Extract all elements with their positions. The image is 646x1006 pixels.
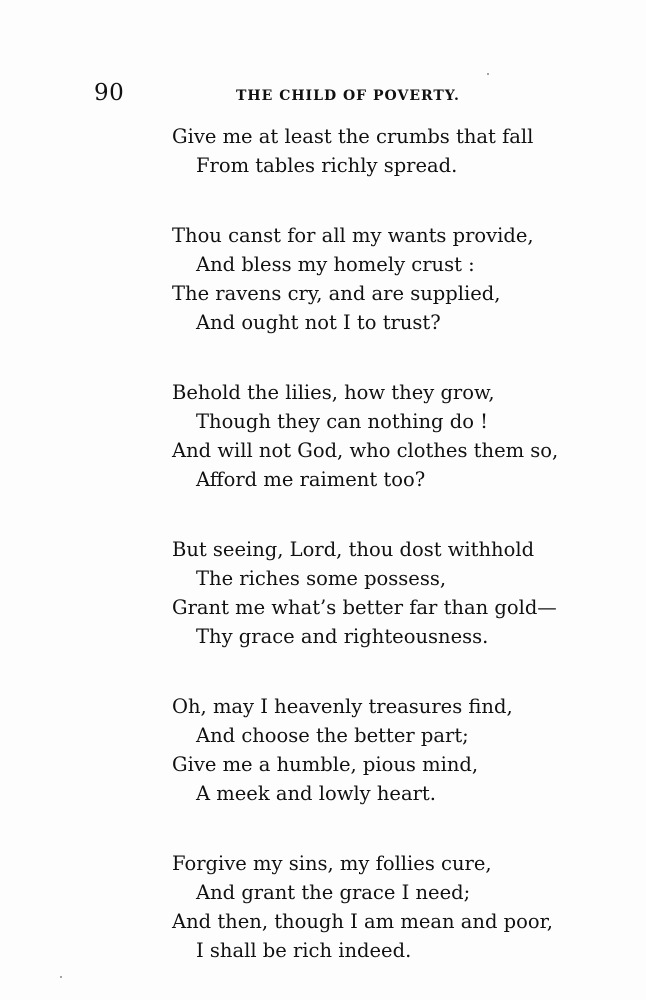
stanza-5 bbox=[172, 692, 592, 808]
poem-line: A meek and lowly heart. bbox=[196, 782, 436, 805]
poem-line: And will not God, who clothes them so, bbox=[172, 439, 559, 462]
poem-line: Though they can nothing do ! bbox=[196, 410, 488, 433]
poem-line: And ought not I to trust? bbox=[196, 311, 441, 334]
poem-line: Forgive my sins, my follies cure, bbox=[172, 852, 492, 875]
poem-line: And bless my homely crust : bbox=[196, 253, 475, 276]
paper-speck bbox=[60, 976, 62, 978]
stanza-1 bbox=[172, 122, 592, 180]
poem-line: From tables richly spread. bbox=[196, 154, 458, 177]
poem-line: And choose the better part; bbox=[196, 724, 469, 747]
paper-speck bbox=[487, 73, 489, 75]
poem-line: And grant the grace I need; bbox=[196, 881, 471, 904]
page-number: 90 bbox=[94, 80, 125, 106]
running-title: THE CHILD OF POVERTY. bbox=[236, 88, 460, 104]
poem-line: The riches some possess, bbox=[196, 567, 447, 590]
poem-line: Thou canst for all my wants provide, bbox=[172, 224, 534, 247]
poem-line: Thy grace and righteousness. bbox=[196, 625, 489, 648]
stanza-4 bbox=[172, 535, 592, 651]
poem-line: But seeing, Lord, thou dost withhold bbox=[172, 538, 535, 561]
poem bbox=[172, 122, 592, 1006]
poem-line: Afford me raiment too? bbox=[196, 468, 426, 491]
poem-line: Give me a humble, pious mind, bbox=[172, 753, 479, 776]
poem-line: Oh, may I heavenly treasures find, bbox=[172, 695, 513, 718]
poem-line: The ravens cry, and are supplied, bbox=[172, 282, 501, 305]
poem-line: And then, though I am mean and poor, bbox=[172, 910, 553, 933]
stanza-2 bbox=[172, 221, 592, 337]
poem-line: Behold the lilies, how they grow, bbox=[172, 381, 495, 404]
stanza-6 bbox=[172, 849, 592, 965]
poem-line: I shall be rich indeed. bbox=[196, 939, 412, 962]
poem-line: Give me at least the crumbs that fall bbox=[172, 125, 534, 148]
poem-line: Grant me what’s better far than gold— bbox=[172, 596, 557, 619]
stanza-3 bbox=[172, 378, 592, 494]
